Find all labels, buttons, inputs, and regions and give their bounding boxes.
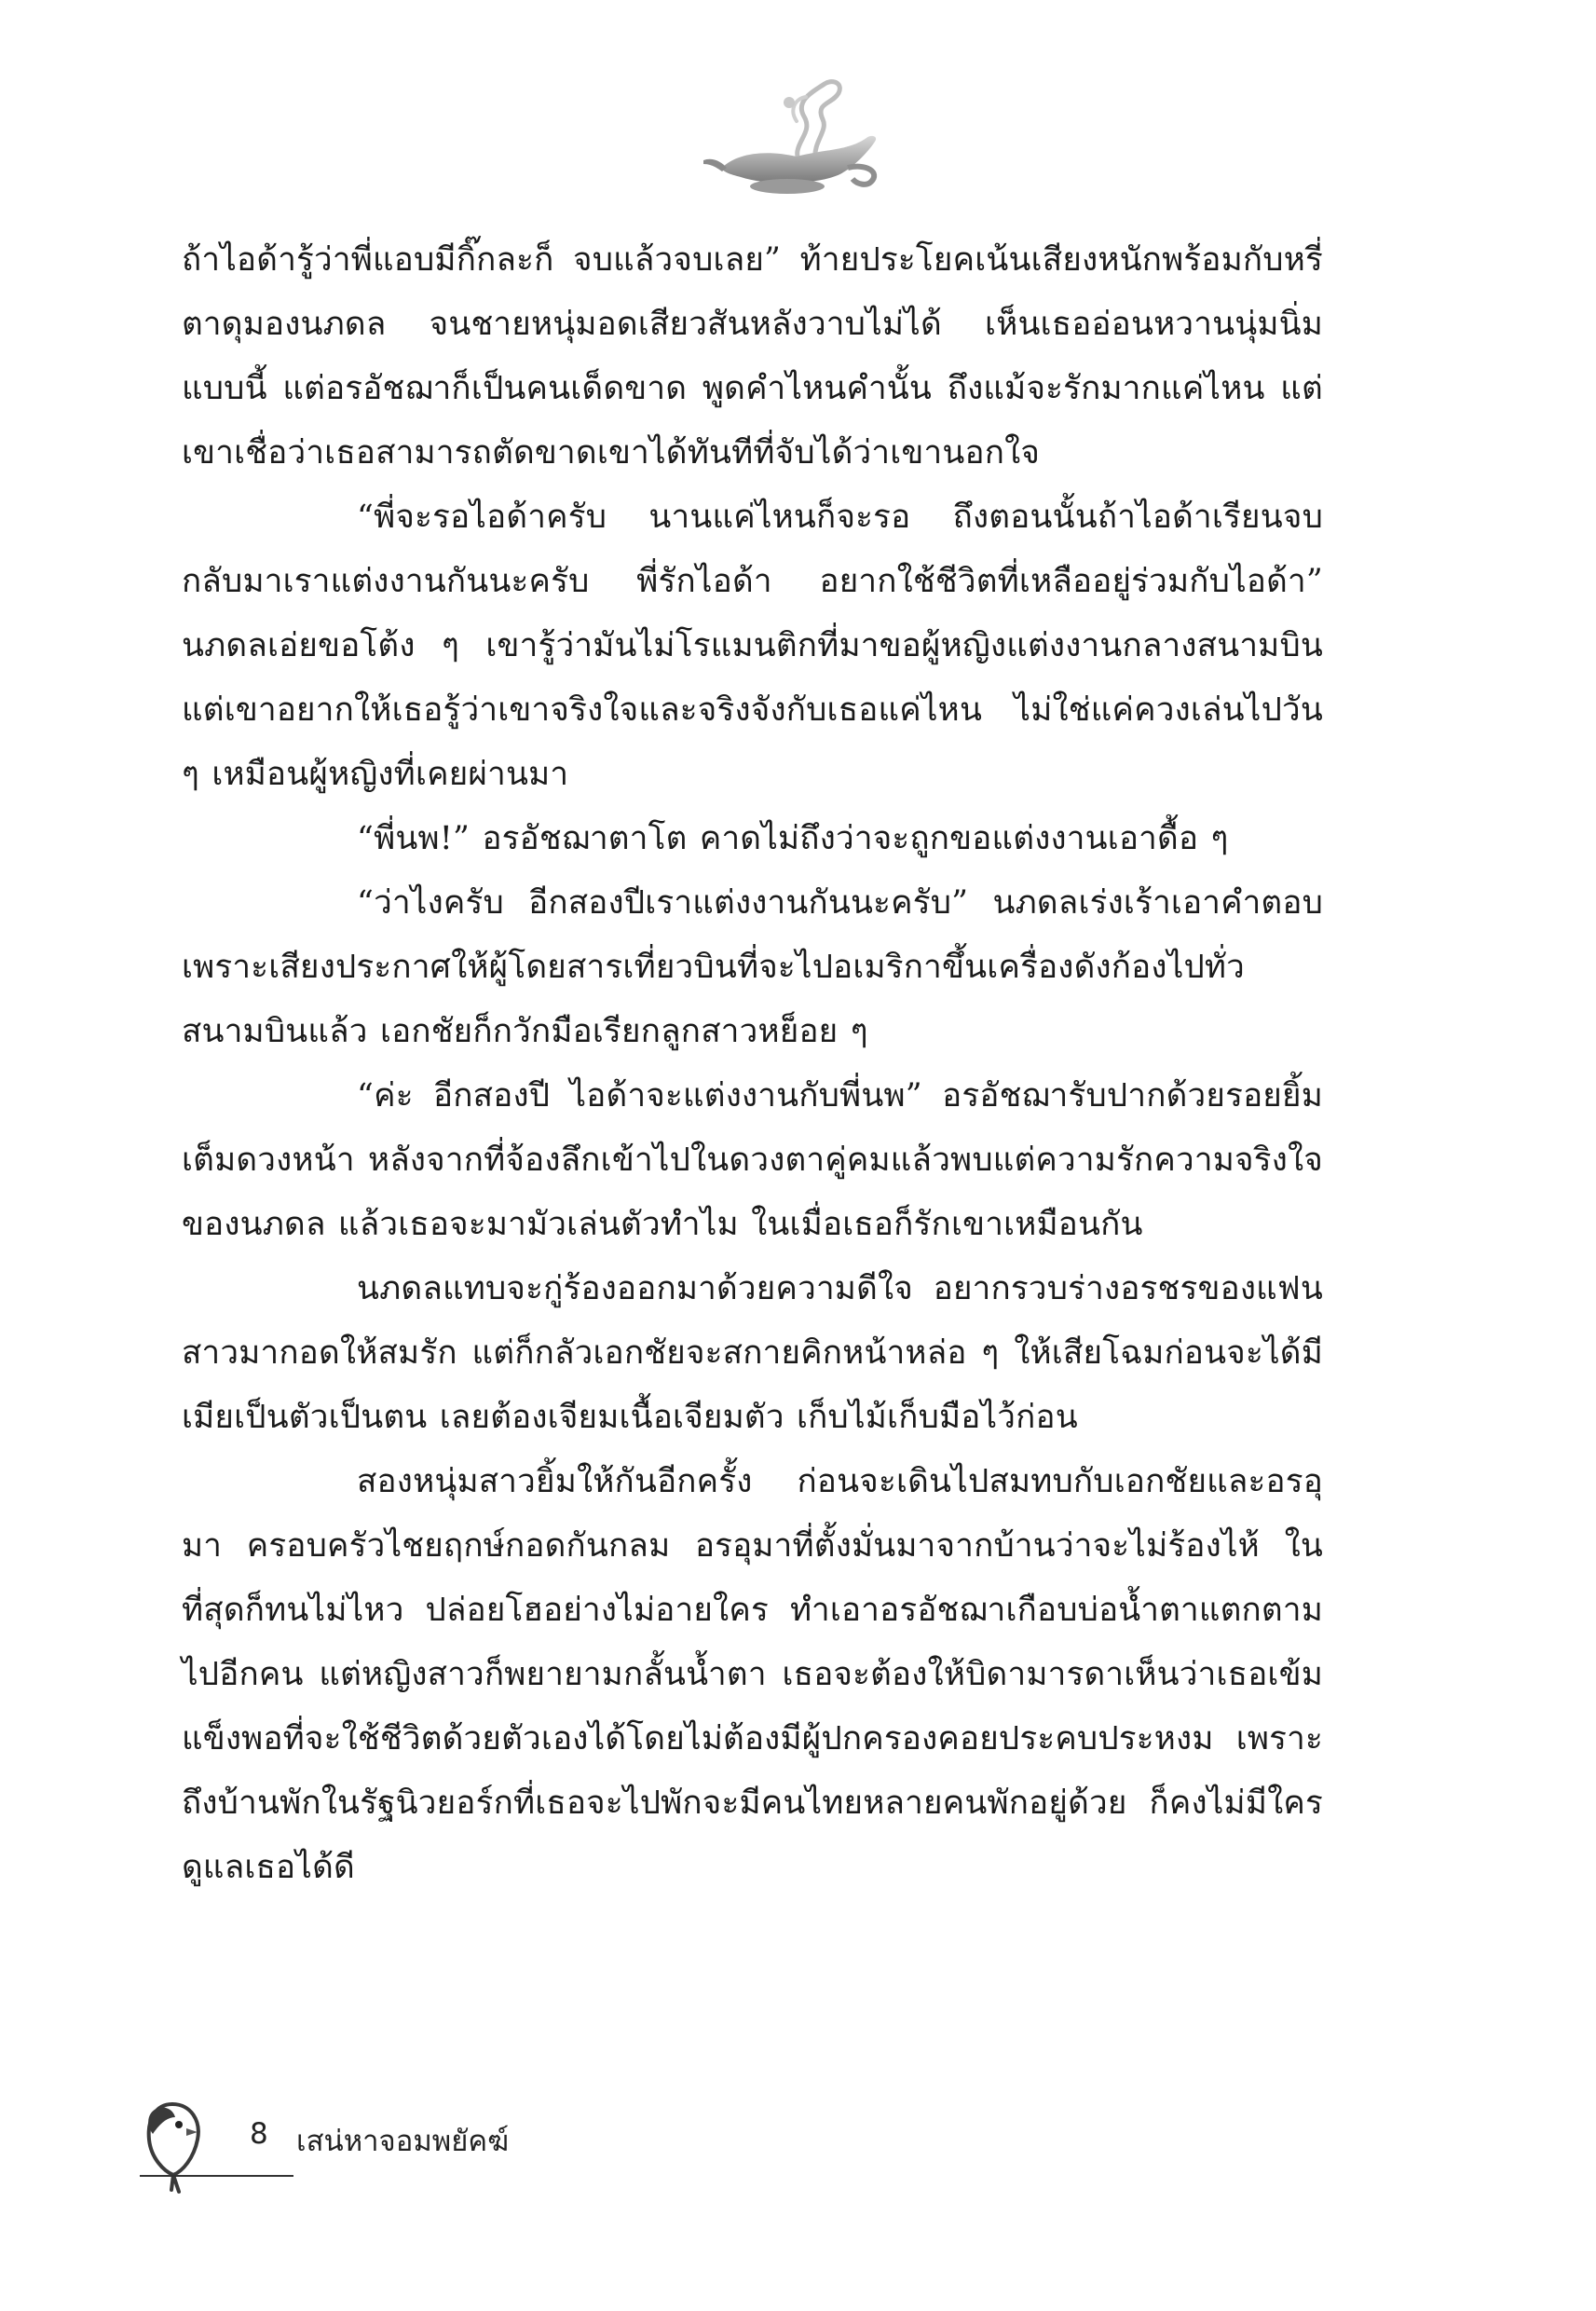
paragraph: “พี่จะรอไอด้าครับ นานแค่ไหนก็จะรอ ถึงตอนนั้นถ้าไอด้าเรียนจบกลับมาเราแต่งงานกันนะครับ พี่รักไอด้า อยากใช้ชีวิตที่เหลืออยู่ร่วมกับไอด้า” นภดลเอ่ยขอโต้ง ๆ เขารู้ว่ามันไม่โรแมนติกที่มาขอผู้หญิงแต่งงานกลางสนามบิน แต่เขาอยากให้เธอรู้ว่าเขาจริงใจและจริงจังกับเธอแค่ไหน ไม่ใช่แค่ควงเล่นไปวัน ๆ เหมือนผู้หญิงที่เคยผ่านมา [182, 499, 1323, 793]
page-number: 8 [250, 2117, 268, 2151]
paragraph: ถ้าไอด้ารู้ว่าพี่แอบมีกิ๊กละก็ จบแล้วจบเลย” ท้ายประโยคเน้นเสียงหนักพร้อมกับหรี่ตาดุมองนภดล จนชายหนุ่มอดเสียวสันหลังวาบไม่ได้ เห็นเธออ่อนหวานนุ่มนิ่มแบบนี้ แต่อรอัชฌาก็เป็นคนเด็ดขาด พูดคำไหนคำนั้น ถึงแม้จะรักมากแค่ไหน แต่เขาเชื่อว่าเธอสามารถตัดขาดเขาได้ทันทีที่จับได้ว่าเขานอกใจ [182, 241, 1323, 472]
paragraph: สองหนุ่มสาวยิ้มให้กันอีกครั้ง ก่อนจะเดินไปสมทบกับเอกชัยและอรอุมา ครอบครัวไชยฤกษ์กอดกันกลม อรอุมาที่ตั้งมั่นมาจากบ้านว่าจะไม่ร้องไห้ ในที่สุดก็ทนไม่ไหว ปล่อยโฮอย่างไม่อายใคร ทำเอาอรอัชฌาเกือบบ่อน้ำตาแตกตามไปอีกคน แต่หญิงสาวก็พยายามกลั้นน้ำตา เธอจะต้องให้บิดามารดาเห็นว่าเธอเข้มแข็งพอที่จะใช้ชีวิตด้วยตัวเองได้โดยไม่ต้องมีผู้ปกครองคอยประคบประหงม เพราะถึงบ้านพักในรัฐนิวยอร์กที่เธอจะไปพักจะมีคนไทยหลายคนพักอยู่ด้วย ก็คงไม่มีใครดูแลเธอได้ดี [182, 1463, 1323, 1886]
paragraph: “ว่าไงครับ อีกสองปีเราแต่งงานกันนะครับ” นภดลเร่งเร้าเอาคำตอบ เพราะเสียงประกาศให้ผู้โดยสารเที่ยวบินที่จะไปอเมริกาขึ้นเครื่องดังก้องไปทั่วสนามบินแล้ว เอกชัยก็กวักมือเรียกลูกสาวหย็อย ๆ [182, 884, 1323, 1050]
paragraph: นภดลแทบจะกู่ร้องออกมาด้วยความดีใจ อยากรวบร่างอรชรของแฟนสาวมากอดให้สมรัก แต่ก็กลัวเอกชัยจะสกายคิกหน้าหล่อ ๆ ให้เสียโฉมก่อนจะได้มีเมียเป็นตัวเป็นตน เลยต้องเจียมเนื้อเจียมตัว เก็บไม้เก็บมือไว้ก่อน [182, 1270, 1323, 1436]
paragraph: “ค่ะ อีกสองปี ไอด้าจะแต่งงานกับพี่นพ” อรอัชฌารับปากด้วยรอยยิ้มเต็มดวงหน้า หลังจากที่จ้องลึกเข้าไปในดวงตาคู่คมแล้วพบแต่ความรักความจริงใจของนภดล แล้วเธอจะมามัวเล่นตัวทำไม ในเมื่อเธอก็รักเขาเหมือนกัน [182, 1077, 1323, 1243]
body-text [182, 228, 1323, 1900]
book-title: เสน่หาจอมพยัคฆ์ [296, 2125, 510, 2158]
lamp-ornament-icon [685, 56, 908, 205]
paragraph: “พี่นพ!” อรอัชฌาตาโต คาดไม่ถึงว่าจะถูกขอแต่งงานเอาดื้อ ๆ [357, 820, 1229, 857]
footer-rule [140, 2175, 293, 2177]
bird-icon [140, 2097, 205, 2199]
page-footer [140, 2097, 512, 2218]
